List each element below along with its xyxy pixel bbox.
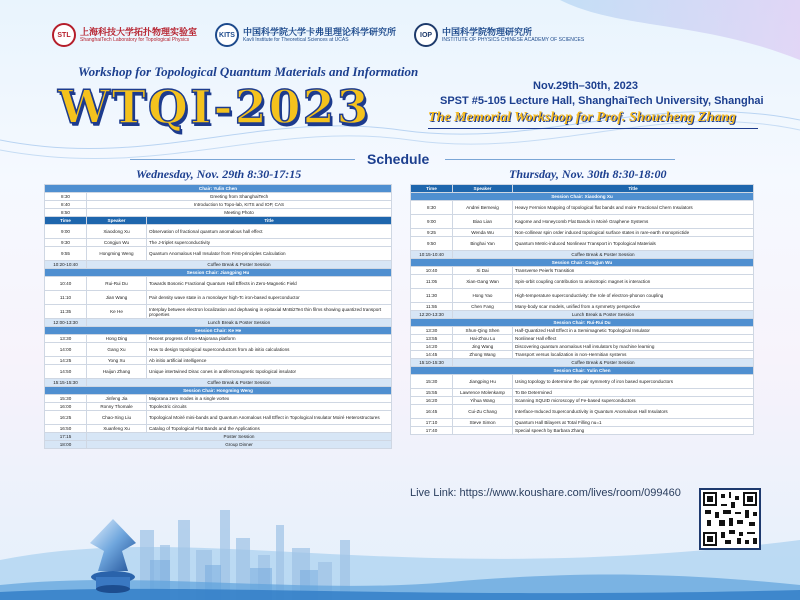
- talk-time: 11:30: [411, 289, 453, 303]
- talk-title: Quantum Anomalous Hall Insulator from First-principles Calculation: [147, 247, 392, 261]
- talk-title: Using topology to determine the pair symmetry of iron based superconductors: [513, 375, 754, 389]
- trophy-sculpture: [78, 515, 148, 595]
- talk-title: Majorana zero modes in a single vortex: [147, 395, 392, 403]
- talk-speaker: Hong Yao: [453, 289, 513, 303]
- talk-time: 14:50: [45, 365, 87, 379]
- talk-row: [411, 343, 754, 351]
- session-chair: Session Chair: Hongming Weng: [45, 387, 392, 395]
- talk-title: High-temperature superconductivity: the role of electron-phonon coupling: [513, 289, 754, 303]
- talk-row: [411, 389, 754, 397]
- talk-time: 14:00: [45, 343, 87, 357]
- talk-row: [45, 395, 392, 403]
- talk-time: 15:30: [411, 375, 453, 389]
- header-title: Title: [147, 217, 392, 225]
- logo-bar: [52, 22, 602, 48]
- row-time: 18:00: [45, 441, 87, 449]
- row-time: 8:30: [45, 193, 87, 201]
- memorial-title: The Memorial Workshop for Prof. Shoucheng Zhang: [428, 110, 736, 125]
- talk-row: [411, 327, 754, 335]
- talk-row: [45, 365, 392, 379]
- talk-speaker: Shun-Qing Shen: [453, 327, 513, 335]
- talk-time: 11:35: [45, 305, 87, 319]
- break-row: [411, 251, 754, 259]
- logo-3: [414, 23, 584, 47]
- session-chair-row: [45, 185, 392, 193]
- talk-speaker: Yihua Wang: [453, 397, 513, 405]
- talk-speaker: [453, 427, 513, 435]
- talk-title: Nonlinear Hall effect: [513, 335, 754, 343]
- talk-title: Non-collinear spin order induced topological surface states in rare-earth monopnictide: [513, 229, 754, 237]
- talk-row: [45, 335, 392, 343]
- logo-1: [52, 23, 197, 47]
- talk-speaker: Hong Ding: [87, 335, 147, 343]
- logo-english-name: INSTITUTE OF PHYSICS CHINESE ACADEMY OF SCIENCES: [442, 36, 585, 43]
- row-title: Lunch Break & Poster Session: [87, 319, 392, 327]
- row-time: 10:15-10:40: [411, 251, 453, 259]
- talk-title: Observation of fractional quantum anomalous hall effect: [147, 225, 392, 239]
- talk-row: [45, 239, 392, 247]
- talk-time: 16:25: [45, 411, 87, 425]
- talk-speaker: Binghai Yan: [453, 237, 513, 251]
- row-title: Poster Session: [87, 433, 392, 441]
- talk-title: Catalog of Topological Flat Bands and the Applications: [147, 425, 392, 433]
- row-time: 8:40: [45, 201, 87, 209]
- workshop-title: WTQI-2023: [58, 80, 371, 134]
- talk-title: Pair density wave state in a monolayer high-Tc iron-based superconductor: [147, 291, 392, 305]
- talk-row: [45, 291, 392, 305]
- talk-row: [411, 275, 754, 289]
- talk-time: 16:00: [45, 403, 87, 411]
- talk-row: [45, 357, 392, 365]
- row-title: Coffee Break & Poster Session: [453, 359, 754, 367]
- talk-time: 13:30: [411, 327, 453, 335]
- talk-speaker: Jinfeng Jia: [87, 395, 147, 403]
- talk-speaker: Zhong Wang: [453, 351, 513, 359]
- workshop-subtitle: Workshop for Topological Quantum Materials and Information: [78, 64, 419, 79]
- row-time: 17:15: [45, 433, 87, 441]
- talk-row: [411, 229, 754, 237]
- day1-heading: Wednesday, Nov. 29th 8:30-17:15: [136, 167, 302, 181]
- session-chair: Session Chair: Ke He: [45, 327, 392, 335]
- talk-title: Scanning SQUID microscopy of Fe-based superconductors: [513, 397, 754, 405]
- talk-time: 11:05: [411, 275, 453, 289]
- talk-speaker: Gang Xu: [87, 343, 147, 357]
- talk-time: 9:30: [45, 239, 87, 247]
- talk-row: [45, 277, 392, 291]
- session-chair-row: [45, 387, 392, 395]
- talk-time: 13:55: [411, 335, 453, 343]
- logo-chinese-name: 中国科学院物理研究所: [442, 26, 533, 37]
- logo-seal-icon: STL: [52, 23, 76, 47]
- talk-title: Spin-orbit coupling contribution to anisotropic magnet is interaction: [513, 275, 754, 289]
- logo-seal-icon: KITS: [215, 23, 239, 47]
- divider: [445, 159, 675, 160]
- talk-speaker: Xi Dai: [453, 267, 513, 275]
- talk-row: [411, 405, 754, 419]
- talk-speaker: Steve Simon: [453, 419, 513, 427]
- talk-title: Quantum Hall Bilayers at Total Filling nu=1: [513, 419, 754, 427]
- session-chair: Session Chair: Congjun Wu: [411, 259, 754, 267]
- talk-time: 16:50: [45, 425, 87, 433]
- table-header-row: [411, 185, 754, 193]
- talk-row: [45, 411, 392, 425]
- session-chair: Session Chair: Jiangping Hu: [45, 269, 392, 277]
- talk-speaker: Andrei Bernevig: [453, 201, 513, 215]
- break-row: [45, 379, 392, 387]
- talk-row: [411, 289, 754, 303]
- talk-title: The J-triplet superconductivity: [147, 239, 392, 247]
- break-row: [45, 261, 392, 269]
- talk-time: 9:00: [411, 215, 453, 229]
- talk-title: Many-body scar models, unified from a symmetry perspective: [513, 303, 754, 311]
- session-chair-row: [411, 319, 754, 327]
- talk-time: 9:25: [411, 229, 453, 237]
- talk-title: Ab initio artificial intelligence: [147, 357, 392, 365]
- talk-speaker: Biao Lian: [453, 215, 513, 229]
- talk-title: How to design topological superconductors from ab initio calculations: [147, 343, 392, 357]
- talk-row: [411, 201, 754, 215]
- day2-heading: Thursday, Nov. 30th 8:30-18:00: [509, 167, 667, 181]
- talk-title: Heavy Fermion Mapping of topological flat bands and moire Fractional Chern Insulators: [513, 201, 754, 215]
- talk-row: [411, 427, 754, 435]
- talk-row: [45, 305, 392, 319]
- talk-time: 8:30: [411, 201, 453, 215]
- schedule-heading: Schedule: [367, 151, 430, 167]
- row-title: Group Dinner: [87, 441, 392, 449]
- logo-english-name: ShanghaiTech Laboratory for Topological Physics: [80, 36, 190, 43]
- logo-2: [215, 23, 396, 47]
- talk-title: Unique intertwined Dirac cones in antiferromagnetic topological insulator: [147, 365, 392, 379]
- talk-speaker: Chen Fang: [453, 303, 513, 311]
- talk-time: 10:40: [45, 277, 87, 291]
- talk-title: Half-Quantized Hall Effect in a Semimagnetic Topological Insulator: [513, 327, 754, 335]
- talk-title: Discovering quantum anomalous Hall insulators by machine learning: [513, 343, 754, 351]
- logo-chinese-name: 中国科学院大学卡弗里理论科学研究所: [243, 26, 397, 37]
- talk-title: Recent progress of Iron-Majorana platform: [147, 335, 392, 343]
- talk-speaker: Cui-Zu Chang: [453, 405, 513, 419]
- day2-schedule-table: [410, 184, 754, 435]
- talk-title: Transverse Peierls Transition: [513, 267, 754, 275]
- talk-row: [411, 303, 754, 311]
- talk-speaker: Rui-Rui Du: [87, 277, 147, 291]
- event-date: Nov.29th–30th, 2023: [533, 80, 638, 92]
- talk-row: [411, 237, 754, 251]
- day1-schedule-table: [44, 184, 392, 449]
- talk-row: [45, 425, 392, 433]
- talk-speaker: Xian-Gang Wan: [453, 275, 513, 289]
- talk-time: 11:10: [45, 291, 87, 305]
- row-time: 8:50: [45, 209, 87, 217]
- program-row: [45, 209, 392, 217]
- talk-title: Transport versus localization in non-Hermitian systems: [513, 351, 754, 359]
- talk-row: [45, 343, 392, 357]
- break-row: [45, 319, 392, 327]
- talk-speaker: Jian Wang: [87, 291, 147, 305]
- talk-title: Interface-Induced Superconductivity in Quantum Anomalous Hall Insulators: [513, 405, 754, 419]
- row-time: 12:00-13:30: [45, 319, 87, 327]
- talk-speaker: Ke He: [87, 305, 147, 319]
- talk-speaker: Chao-Xing Liu: [87, 411, 147, 425]
- talk-title: Topolectric circuits: [147, 403, 392, 411]
- talk-title: Quantum Metric-induced Nonlinear Transport in Topological Materials: [513, 237, 754, 251]
- header-time: Time: [411, 185, 453, 193]
- break-row: [45, 433, 392, 441]
- talk-time: 15:55: [411, 389, 453, 397]
- program-row: [45, 201, 392, 209]
- talk-row: [411, 215, 754, 229]
- header-speaker: Speaker: [87, 217, 147, 225]
- logo-english-name: Kavli Institute for Theoretical Sciences at UCAS: [243, 36, 349, 43]
- talk-time: 16:45: [411, 405, 453, 419]
- row-title: Lunch Break & Poster Session: [453, 311, 754, 319]
- talk-speaker: Ronny Thomale: [87, 403, 147, 411]
- header-title: Title: [513, 185, 754, 193]
- talk-time: 13:30: [45, 335, 87, 343]
- session-chair: Session Chair: Xiaodong Xu: [411, 193, 754, 201]
- talk-row: [45, 225, 392, 239]
- talk-speaker: Jing Wang: [453, 343, 513, 351]
- talk-title: Interplay between electron localization and dephasing in epitaxial MnBi2Te4 thin films showing quantized transport properties: [147, 305, 392, 319]
- header-speaker: Speaker: [453, 185, 513, 193]
- break-row: [411, 359, 754, 367]
- talk-title: Towards Bosonic Fractional Quantum Hall Effects in Zero-Magnetic Field: [147, 277, 392, 291]
- talk-row: [411, 351, 754, 359]
- session-chair: Session Chair: Rui-Rui Du: [411, 319, 754, 327]
- talk-time: 14:25: [45, 357, 87, 365]
- talk-time: 17:10: [411, 419, 453, 427]
- talk-time: 15:30: [45, 395, 87, 403]
- talk-title: Kagome and Honeycomb Flat Bands in Moiré Graphene Systems: [513, 215, 754, 229]
- talk-title: Topological Moiré mini-bands and Quantum Anomalous Hall Effect in Topological Insulator Moiré Heterostructures: [147, 411, 392, 425]
- talk-row: [411, 375, 754, 389]
- talk-time: 10:40: [411, 267, 453, 275]
- program-row: [45, 193, 392, 201]
- divider: [130, 159, 355, 160]
- talk-speaker: Hai-Zhou Lu: [453, 335, 513, 343]
- talk-row: [411, 267, 754, 275]
- row-time: 12:20-13:30: [411, 311, 453, 319]
- talk-row: [45, 403, 392, 411]
- row-title: Greeting from ShanghaiTech: [87, 193, 392, 201]
- row-title: Coffee Break & Poster Session: [87, 261, 392, 269]
- talk-speaker: Wenda Wu: [453, 229, 513, 237]
- talk-time: 9:00: [45, 225, 87, 239]
- talk-time: 14:20: [411, 343, 453, 351]
- talk-speaker: Yong Xu: [87, 357, 147, 365]
- logo-seal-icon: IOP: [414, 23, 438, 47]
- session-chair-row: [45, 327, 392, 335]
- logo-chinese-name: 上海科技大学拓扑物理实验室: [80, 26, 198, 37]
- talk-time: 14:45: [411, 351, 453, 359]
- break-row: [411, 311, 754, 319]
- talk-speaker: Xiaodong Xu: [87, 225, 147, 239]
- event-venue: SPST #5-105 Lecture Hall, ShanghaiTech University, Shanghai: [440, 95, 764, 107]
- talk-time: 16:20: [411, 397, 453, 405]
- row-time: 10:20-10:40: [45, 261, 87, 269]
- session-chair-row: [411, 367, 754, 375]
- session-chair: Chair: Yulin Chen: [45, 185, 392, 193]
- talk-title: Special speech by Barbara Zhang: [513, 427, 754, 435]
- break-row: [45, 441, 392, 449]
- talk-row: [411, 397, 754, 405]
- talk-time: 17:40: [411, 427, 453, 435]
- header-time: Time: [45, 217, 87, 225]
- talk-speaker: Congjun Wu: [87, 239, 147, 247]
- talk-title: To Be Determined: [513, 389, 754, 397]
- talk-time: 9:50: [411, 237, 453, 251]
- row-title: Coffee Break & Poster Session: [453, 251, 754, 259]
- talk-speaker: Xuanfeng Xu: [87, 425, 147, 433]
- row-time: 15:15-15:30: [45, 379, 87, 387]
- live-link[interactable]: Live Link: https://www.koushare.com/lives/room/099460: [410, 487, 681, 499]
- session-chair-row: [411, 193, 754, 201]
- talk-row: [411, 419, 754, 427]
- session-chair-row: [411, 259, 754, 267]
- talk-speaker: Hongming Weng: [87, 247, 147, 261]
- session-chair-row: [45, 269, 392, 277]
- session-chair: Session Chair: Yulin Chen: [411, 367, 754, 375]
- row-time: 15:10-15:30: [411, 359, 453, 367]
- date-block: [533, 80, 638, 92]
- talk-row: [45, 247, 392, 261]
- row-title: Coffee Break & Poster Session: [87, 379, 392, 387]
- talk-speaker: Lawrence Molenkamp: [453, 389, 513, 397]
- divider: [428, 128, 758, 129]
- row-title: Meeting Photo: [87, 209, 392, 217]
- row-title: Introduction to Topo-lab, KITS and IOP, CAS: [87, 201, 392, 209]
- table-header-row: [45, 217, 392, 225]
- talk-time: 11:55: [411, 303, 453, 311]
- talk-time: 9:55: [45, 247, 87, 261]
- talk-speaker: Jiangping Hu: [453, 375, 513, 389]
- talk-row: [411, 335, 754, 343]
- talk-speaker: Haijun Zhang: [87, 365, 147, 379]
